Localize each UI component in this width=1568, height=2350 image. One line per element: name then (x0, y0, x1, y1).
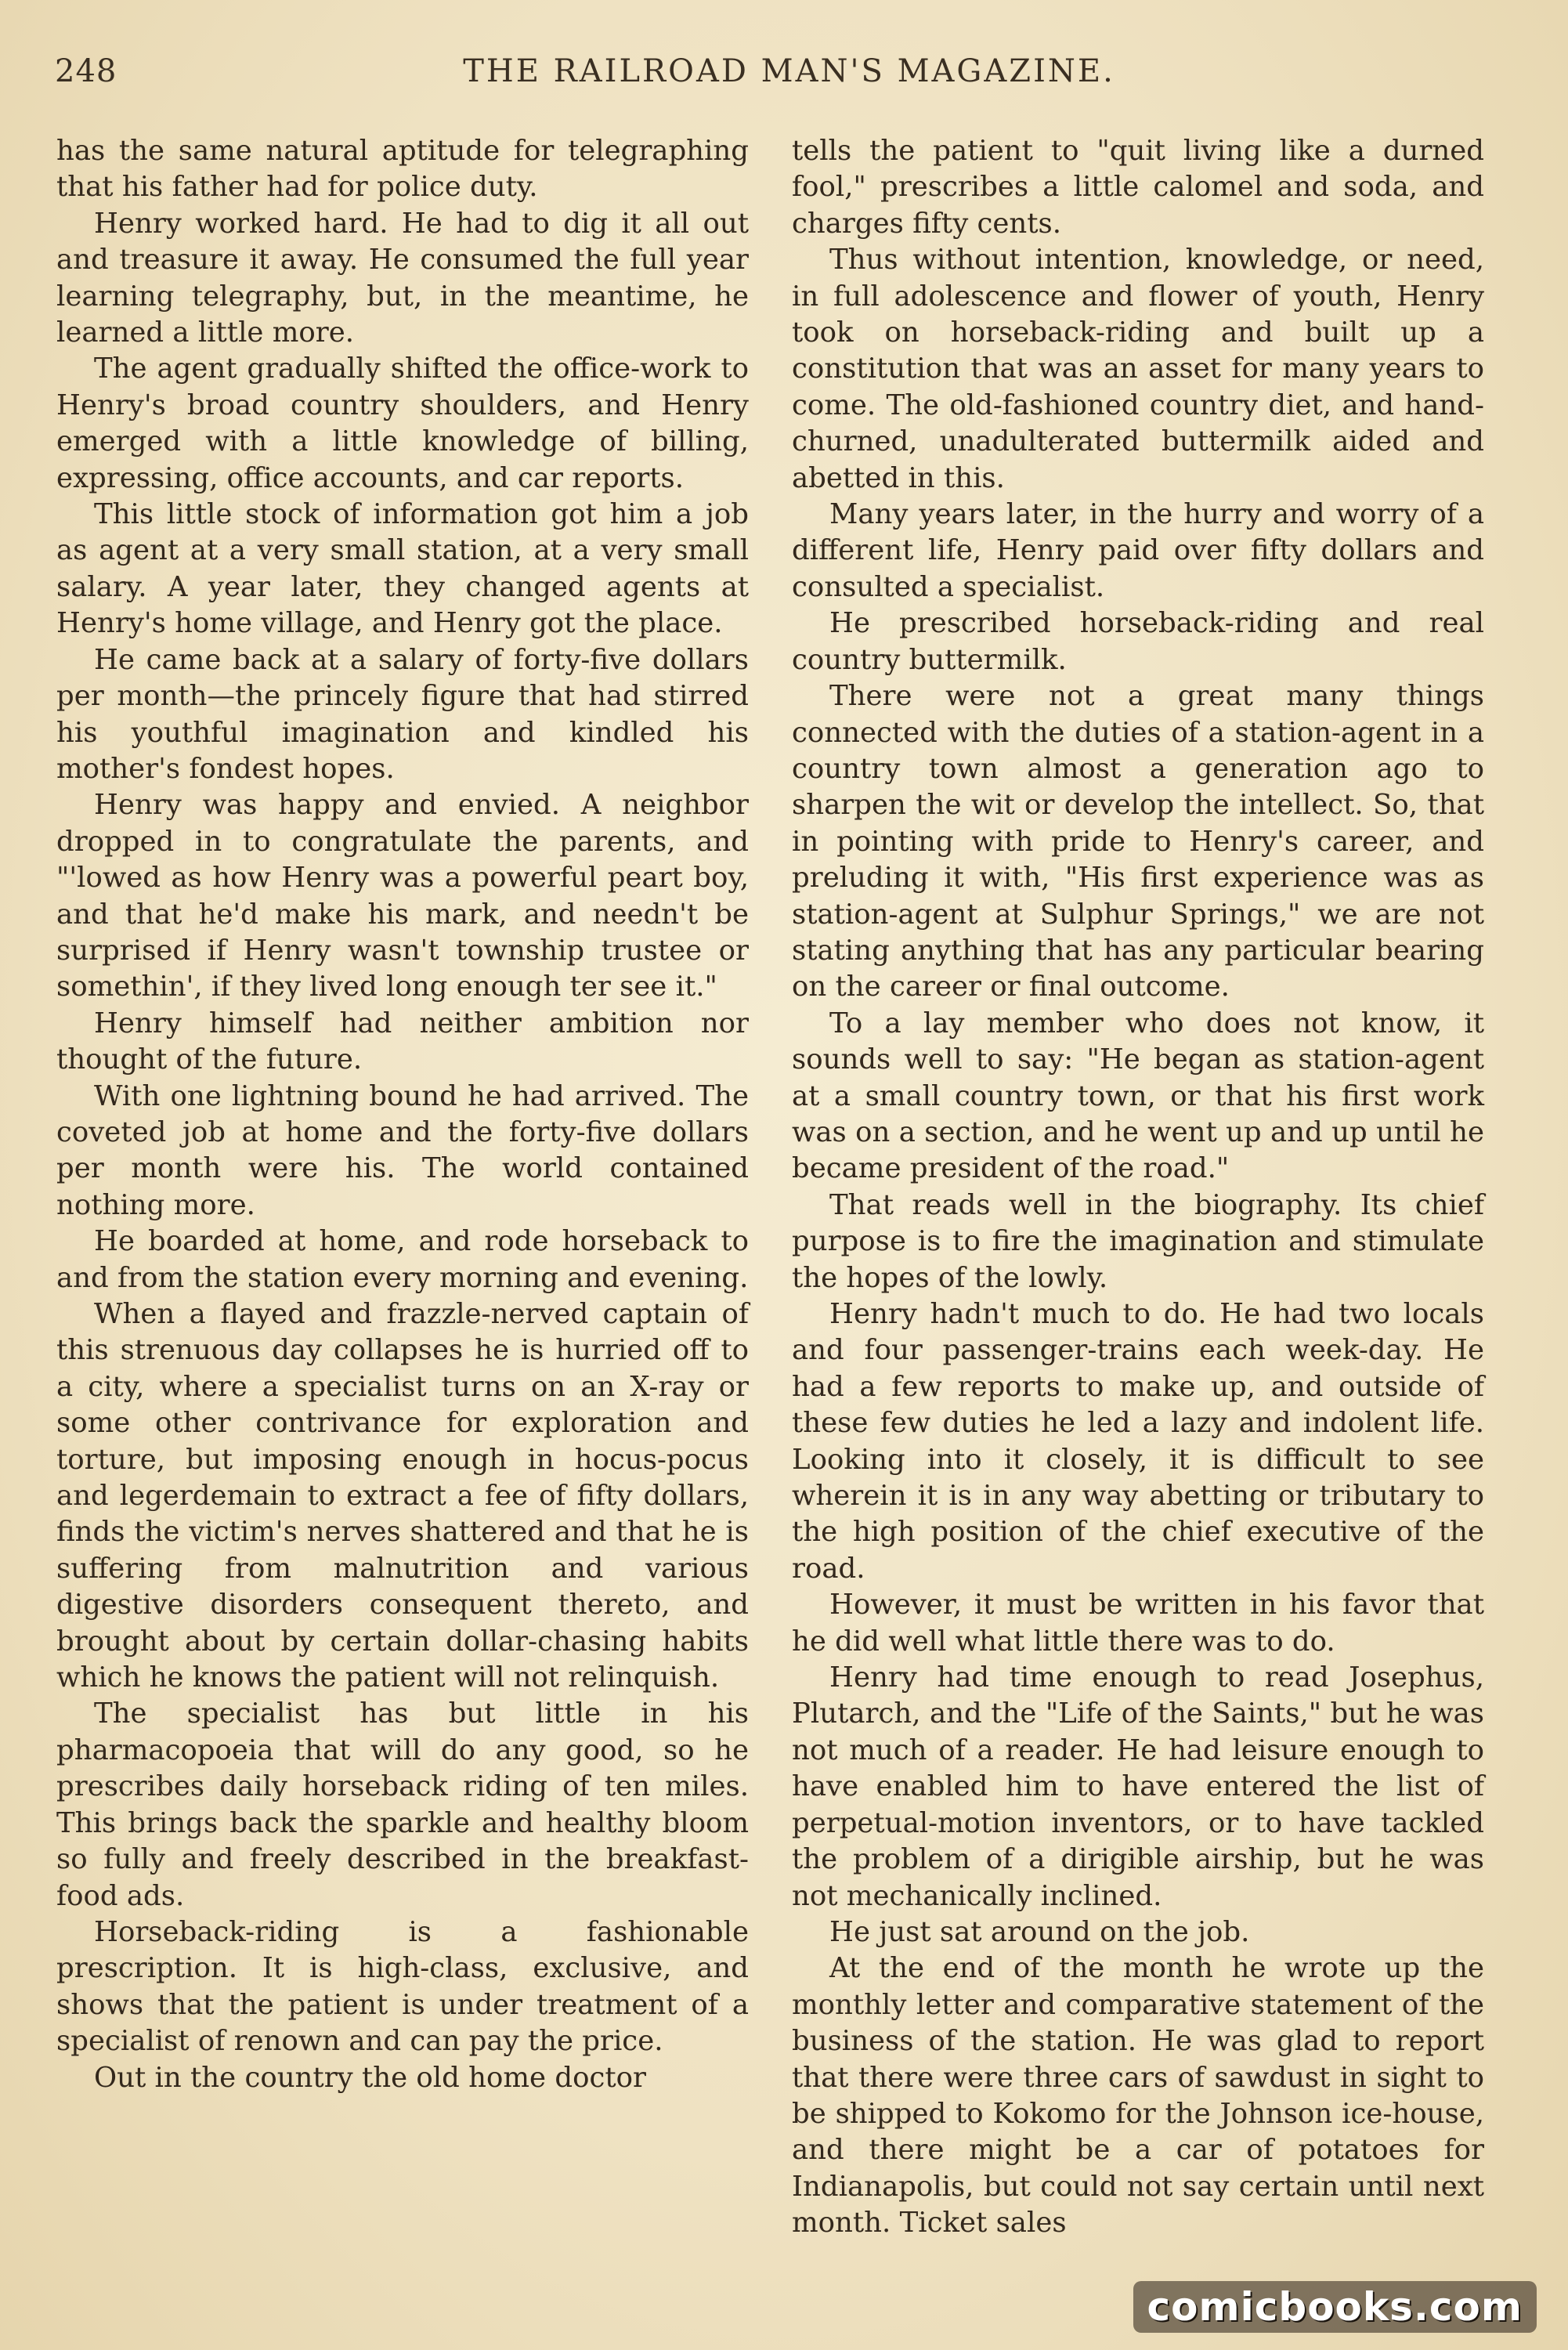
paragraph: Many years later, in the hurry and worry of a different life, Henry paid over fifty dollars and consulted a specialist. (792, 498, 1484, 603)
paragraph: Henry worked hard. He had to dig it all out and treasure it away. He consumed the full year learning telegraphy, but, in the meantime, he learned a little more. (56, 207, 749, 349)
paragraph: He just sat around on the job. (829, 1915, 1250, 1948)
paragraph: Out in the country the old home doctor (94, 2061, 646, 2094)
magazine-title: THE RAILROAD MAN'S MAGAZINE. (463, 53, 1115, 89)
paragraph: He prescribed horseback-riding and real country buttermilk. (792, 607, 1484, 676)
paragraph: Henry himself had neither ambition nor thought of the future. (56, 1007, 749, 1076)
right-text-column (792, 133, 1484, 2242)
paragraph: To a lay member who does not know, it sounds well to say: "He began as station-agent at a small country town, or that his first work was on a section, and he went up and up until he became president of the road." (792, 1007, 1484, 1185)
paragraph: has the same natural aptitude for telegraphing that his father had for police duty. (56, 135, 749, 204)
page-number: 248 (55, 53, 117, 89)
paragraph: This little stock of information got him a job as agent at a very small station, at a very small salary. A year later, they changed agents at Henry's home village, and Henry got the place. (56, 498, 749, 640)
paragraph: Henry had time enough to read Josephus, Plutarch, and the "Life of the Saints," but he was not much of a reader. He had leisure enough to have enabled him to have entered the list of perpetual-motion inventors, or to have tackled the problem of a dirigible airship, but he was not mechanically inclined. (792, 1661, 1484, 1912)
paragraph: With one lightning bound he had arrived. The coveted job at home and the forty-five dollars per month were his. The world contained nothing more. (56, 1079, 749, 1221)
paragraph: Horseback-riding is a fashionable prescription. It is high-class, exclusive, and shows that the patient is under treatment of a specialist of renown and can pay the price. (56, 1915, 749, 2058)
watermark-logo: comicbooks.com (1133, 2281, 1537, 2333)
paragraph: The agent gradually shifted the office-work to Henry's broad country shoulders, and Henry emerged with a little knowledge of billing, expressing, office accounts, and car reports. (56, 352, 749, 494)
left-text-column (56, 133, 749, 2096)
running-head (55, 53, 1523, 100)
paragraph: However, it must be written in his favor that he did well what little there was to do. (792, 1589, 1484, 1658)
paragraph: Thus without intention, knowledge, or need, in full adolescence and flower of youth, Henry took on horseback-riding and built up a constitution that was an asset for many years to come. The old-fashioned country diet, and hand-churned, unadulterated buttermilk aided and abetted in this. (792, 244, 1484, 494)
paragraph: He boarded at home, and rode horseback to and from the station every morning and evening. (56, 1225, 749, 1294)
paragraph: The specialist has but little in his pharmacopoeia that will do any good, so he prescribes daily horseback riding of ten miles. This brings back the sparkle and healthy bloom so fully and freely described in the breakfast-food ads. (56, 1697, 749, 1912)
paragraph: Henry was happy and envied. A neighbor dropped in to congratulate the parents, and "'lowed as how Henry was a powerful peart boy, and that he'd make his mark, and needn't be surprised if Henry wasn't township trustee or somethin', if they lived long enough ter see it." (56, 789, 749, 1003)
paragraph: When a flayed and frazzle-nerved captain of this strenuous day collapses he is hurried off to a city, where a specialist turns on an X-ray or some other contrivance for exploration and torture, but imposing enough in hocus-pocus and legerdemain to extract a fee of fifty dollars, finds the victim's nerves shattered and that he is suffering from malnutrition and various digestive disorders consequent thereto, and brought about by certain dollar-chasing habits which he knows the patient will not relinquish. (56, 1298, 749, 1694)
paragraph: There were not a great many things connected with the duties of a station-agent in a country town almost a generation ago to sharpen the wit or develop the intellect. So, that in pointing with pride to Henry's career, and preluding it with, "His first experience was as station-agent at Sulphur Springs," we are not stating anything that has any particular bearing on the career or final outcome. (792, 680, 1484, 1003)
paragraph: At the end of the month he wrote up the monthly letter and comparative statement of the business of the station. He was glad to report that there were three cars of sawdust in sight to be shipped to Kokomo for the Johnson ice-house, and there might be a car of potatoes for Indianapolis, but could not say certain until next month. Ticket sales (792, 1952, 1484, 2240)
paragraph: That reads well in the biography. Its chief purpose is to fire the imagination and stimulate the hopes of the lowly. (792, 1188, 1484, 1294)
paragraph: Henry hadn't much to do. He had two locals and four passenger-trains each week-day. He had a few reports to make up, and outside of these few duties he led a lazy and indolent life. Looking into it closely, it is difficult to see wherein it is in any way abetting or tributary to the high position of the chief executive of the road. (792, 1298, 1484, 1585)
paragraph: tells the patient to "quit living like a durned fool," prescribes a little calomel and soda, and charges fifty cents. (792, 135, 1484, 240)
paragraph: He came back at a salary of forty-five dollars per month—the princely figure that had stirred his youthful imagination and kindled his mother's fondest hopes. (56, 643, 749, 785)
